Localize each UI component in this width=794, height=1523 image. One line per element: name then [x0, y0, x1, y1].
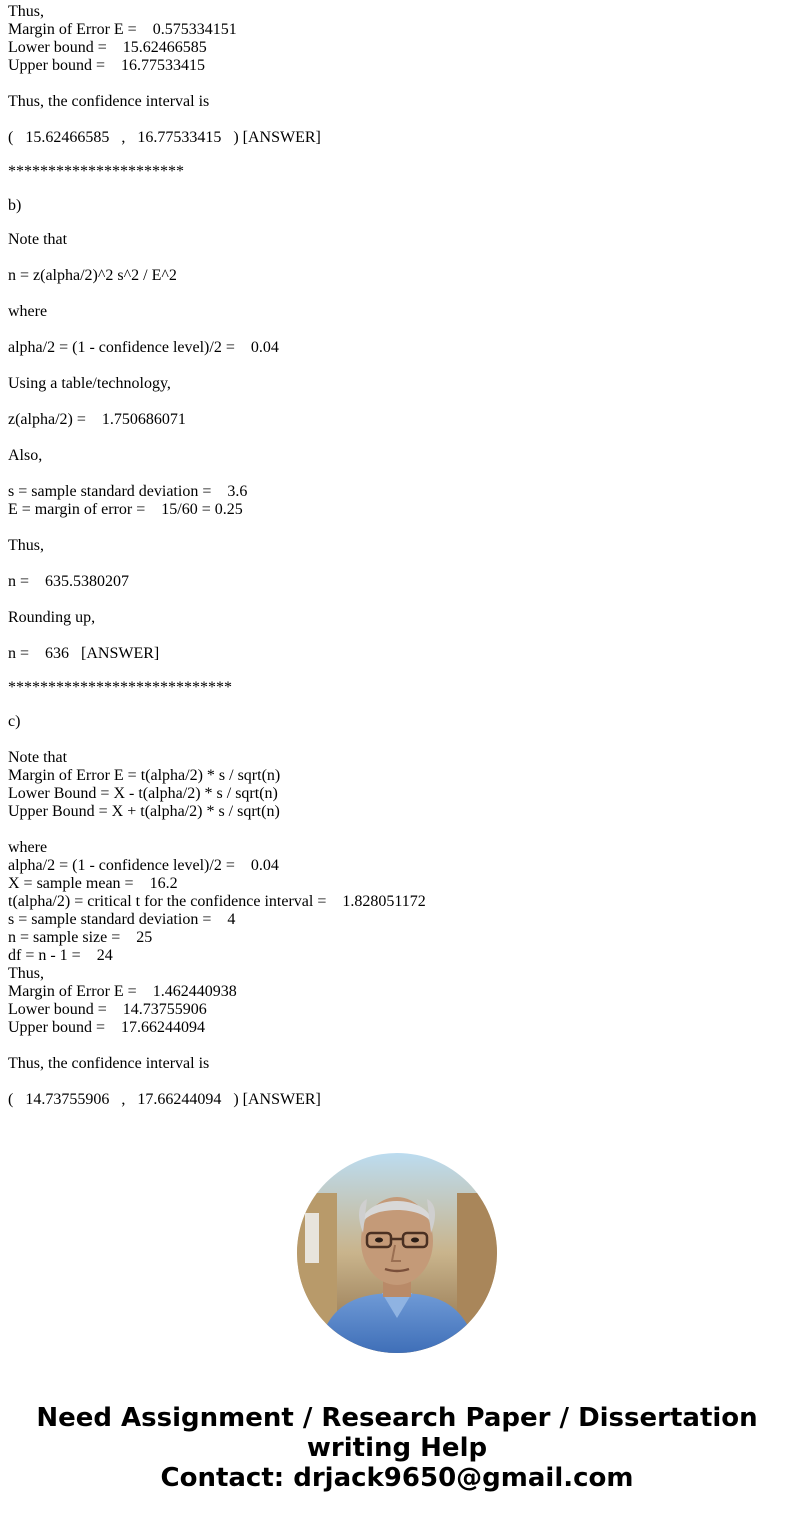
solution-text — [8, 3, 426, 1109]
part-c-formula-upper: Upper Bound = X + t(alpha/2) * s / sqrt(n) — [8, 803, 280, 820]
part-a-thus: Thus, — [8, 3, 44, 20]
part-a-lower-bound: Lower bound = 15.62466585 — [8, 39, 207, 56]
part-b-alpha: alpha/2 = (1 - confidence level)/2 = 0.04 — [8, 339, 279, 356]
part-b-n-raw: n = 635.5380207 — [8, 573, 130, 590]
part-c-upper-bound: Upper bound = 17.66244094 — [8, 1019, 206, 1036]
part-c-thus: Thus, — [8, 965, 44, 982]
part-c-formula-margin: Margin of Error E = t(alpha/2) * s / sqrt(n) — [8, 767, 281, 784]
part-c-note: Note that — [8, 749, 68, 766]
part-b-rounding: Rounding up, — [8, 609, 96, 626]
part-b-where: where — [8, 303, 48, 320]
part-c-sample-mean: X = sample mean = 16.2 — [8, 875, 178, 892]
part-b-label: b) — [8, 197, 22, 214]
part-c-sample-sd: s = sample standard deviation = 4 — [8, 911, 236, 928]
promo-banner — [0, 1403, 794, 1493]
part-a-margin-of-error: Margin of Error E = 0.575334151 — [8, 21, 237, 38]
promo-contact: Contact: drjack9650@gmail.com — [160, 1463, 634, 1493]
author-avatar — [297, 1153, 497, 1353]
part-b-e: E = margin of error = 15/60 = 0.25 — [8, 501, 243, 518]
part-b-formula: n = z(alpha/2)^2 s^2 / E^2 — [8, 267, 177, 284]
part-b-also: Also, — [8, 447, 43, 464]
part-c-ci-answer: ( 14.73755906 , 17.66244094 ) [ANSWER] — [8, 1091, 321, 1108]
part-b-note: Note that — [8, 231, 68, 248]
part-b-n-final: n = 636 [ANSWER] — [8, 645, 160, 662]
part-b-s: s = sample standard deviation = 3.6 — [8, 483, 248, 500]
part-a-upper-bound: Upper bound = 16.77533415 — [8, 57, 206, 74]
part-a-ci-intro: Thus, the confidence interval is — [8, 93, 210, 110]
part-c-label: c) — [8, 713, 21, 730]
part-c-critical-t: t(alpha/2) = critical t for the confidence interval = 1.828051172 — [8, 893, 426, 910]
promo-line-2: writing Help — [306, 1433, 488, 1463]
part-c-sample-size: n = sample size = 25 — [8, 929, 153, 946]
part-b-z: z(alpha/2) = 1.750686071 — [8, 411, 186, 428]
part-c-df: df = n - 1 = 24 — [8, 947, 113, 964]
separator-2: **************************** — [8, 679, 232, 696]
part-c-alpha: alpha/2 = (1 - confidence level)/2 = 0.04 — [8, 857, 279, 874]
part-c-where: where — [8, 839, 48, 856]
part-a-ci-answer: ( 15.62466585 , 16.77533415 ) [ANSWER] — [8, 129, 321, 146]
part-b-using: Using a table/technology, — [8, 375, 171, 392]
separator-1: ********************** — [8, 163, 184, 180]
part-c-margin-of-error: Margin of Error E = 1.462440938 — [8, 983, 237, 1000]
part-b-thus: Thus, — [8, 537, 44, 554]
part-c-formula-lower: Lower Bound = X - t(alpha/2) * s / sqrt(n) — [8, 785, 278, 802]
promo-line-1: Need Assignment / Research Paper / Dissertation — [36, 1403, 758, 1433]
part-c-ci-intro: Thus, the confidence interval is — [8, 1055, 210, 1072]
part-c-lower-bound: Lower bound = 14.73755906 — [8, 1001, 207, 1018]
